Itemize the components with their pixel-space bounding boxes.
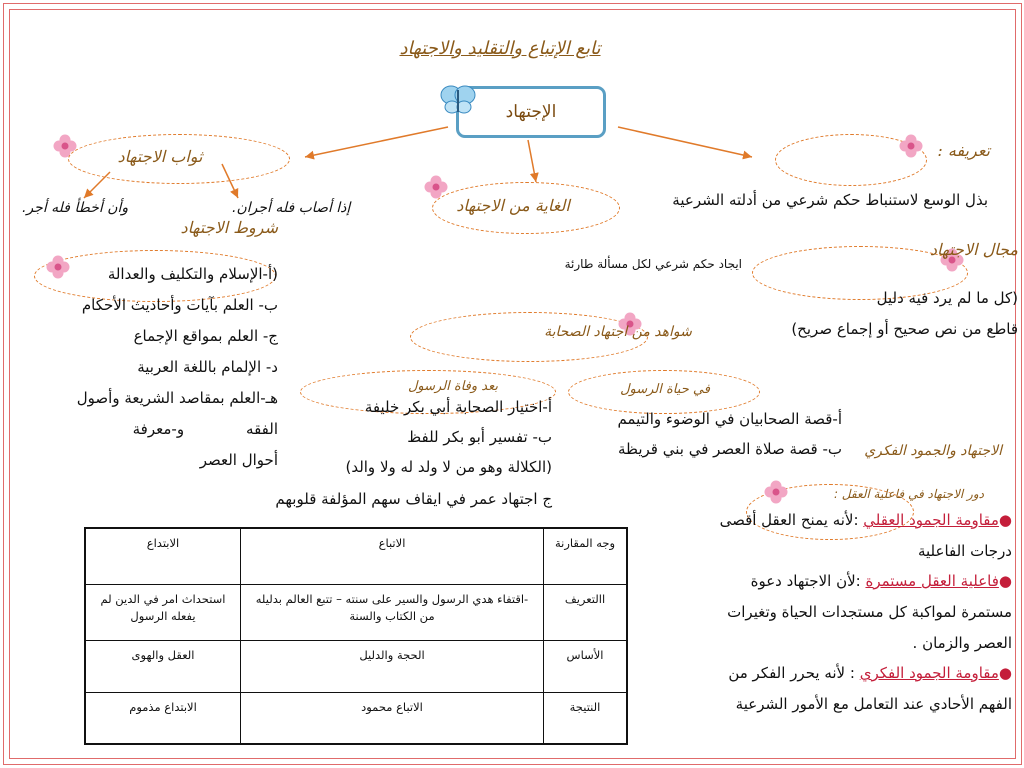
table-header-cell: الابتداع xyxy=(85,528,241,584)
table-cell: االتعريف xyxy=(544,584,628,640)
comparison-table xyxy=(84,527,628,745)
jumud-point-3 xyxy=(728,664,1012,682)
point-head: مقاومة الجمود العقلي xyxy=(863,511,999,529)
table-cell: الأساس xyxy=(544,640,628,692)
hub-box xyxy=(456,86,606,138)
bullet-icon: ● xyxy=(998,664,1012,682)
table-cell: الاتباع محمود xyxy=(241,692,544,744)
jumud-label: الاجتهاد والجمود الفكري xyxy=(864,443,1002,459)
point-head: مقاومة الجمود الفكري xyxy=(859,664,999,682)
hayat-label: في حياة الرسول xyxy=(620,382,710,397)
jumud-point-2-line3: العصر والزمان . xyxy=(912,634,1012,652)
majal-line2: قاطع من نص صحيح أو إجماع صريح) xyxy=(791,320,1018,338)
table-cell: استحداث امر في الدين لم يفعله الرسول xyxy=(85,584,241,640)
shurut-item: ب- العلم بآيات وأحاديث الأحكام xyxy=(81,296,278,314)
ba3d-item: ج اجتهاد عمر في ايقاف سهم المؤلفة قلوبهم xyxy=(275,490,552,508)
flower-icon xyxy=(53,134,77,158)
bullet-icon: ● xyxy=(998,511,1012,529)
point-rest: : لأنه يحرر الفكر من xyxy=(728,664,860,682)
ba3d-item: ب- تفسير أبو بكر للفظ xyxy=(407,428,552,446)
table-cell: الحجة والدليل xyxy=(241,640,544,692)
taarif-label: تعريفه : xyxy=(937,141,990,160)
flower-icon xyxy=(46,255,70,279)
page-title: تابع الإتباع والتقليد والاجتهاد xyxy=(399,38,601,59)
table-cell: النتيجة xyxy=(544,692,628,744)
point-rest: :لأن الاجتهاد دعوة xyxy=(750,572,866,590)
thawab-label: ثواب الاجتهاد xyxy=(117,147,203,166)
hub-label: الإجتهاد xyxy=(505,102,557,122)
shawahid-label: شواهد من اجتهاد الصحابة xyxy=(544,324,692,340)
jumud-point-3-line2: الفهم الأحادي عند التعامل مع الأمور الشرعية xyxy=(735,695,1012,713)
thawab-right: إذا أصاب فله أجران. xyxy=(232,200,351,216)
bullet-icon: ● xyxy=(998,572,1012,590)
table-header-cell: وجه المقارنة xyxy=(544,528,628,584)
table-cell: الابتداع مذموم xyxy=(85,692,241,744)
ba3d-item: أ-اختيار الصحابة أبي بكر خليفة xyxy=(364,398,552,416)
table-cell: -اقتفاء هدي الرسول والسير على سنته – تتبع العالم بدليله من الكتاب والسنة xyxy=(241,584,544,640)
hayat-item: أ-قصة الصحابيان في الوضوء والتيمم xyxy=(617,410,842,428)
jumud-point-2 xyxy=(751,572,1012,590)
shurut-item: (أ-الإسلام والتكليف والعدالة xyxy=(107,265,278,283)
shurut-item: هـ-العلم بمقاصد الشريعة وأصول xyxy=(76,389,278,407)
shurut-item: د- الإلمام باللغة العربية xyxy=(137,358,278,376)
shurut-item: الفقه و-معرفة xyxy=(132,420,278,438)
table-row xyxy=(85,692,627,744)
ghaya-label: الغاية من الاجتهاد xyxy=(456,196,570,215)
ghaya-text: ايجاد حكم شرعي لكل مسألة طارئة xyxy=(564,257,742,271)
majal-line1: (كل ما لم يرد فيه دليل xyxy=(876,289,1018,307)
table-header-row xyxy=(85,528,627,584)
thawab-left: وأن أخطأ فله أجر. xyxy=(22,200,129,216)
dawr-label: دور الاجتهاد في فاعلية العقل : xyxy=(833,487,984,501)
ba3d-label: بعد وفاة الرسول xyxy=(407,379,499,394)
point-rest: :لأنه يمنح العقل أقصى xyxy=(719,511,864,529)
majal-label: مجال الاجتهاد xyxy=(929,240,1018,259)
jumud-point-2-line2: مستمرة لمواكبة كل مستجدات الحياة وتغيرات xyxy=(727,603,1012,621)
point-head: فاعلية العقل مستمرة xyxy=(865,572,999,590)
hayat-item: ب- قصة صلاة العصر في بني قريظة xyxy=(617,440,842,458)
shurut-item: أحوال العصر xyxy=(199,451,278,469)
jumud-point-1 xyxy=(720,511,1012,529)
table-row xyxy=(85,584,627,640)
table-cell: العقل والهوى xyxy=(85,640,241,692)
butterfly-icon xyxy=(440,84,476,116)
shurut-label: شروط الاجتهاد xyxy=(180,218,278,237)
table-row xyxy=(85,640,627,692)
taarif-text: بذل الوسع لاستنباط حكم شرعي من أدلته الشرعية xyxy=(672,191,988,209)
table-header-cell: الاتباع xyxy=(241,528,544,584)
shurut-item: ج- العلم بمواقع الإجماع xyxy=(133,327,278,345)
flower-icon xyxy=(764,480,788,504)
ba3d-item: (الكلالة وهو من لا ولد له ولا والد) xyxy=(345,458,552,476)
jumud-point-1-line2: درجات الفاعلية xyxy=(917,542,1012,560)
flower-icon xyxy=(899,134,923,158)
